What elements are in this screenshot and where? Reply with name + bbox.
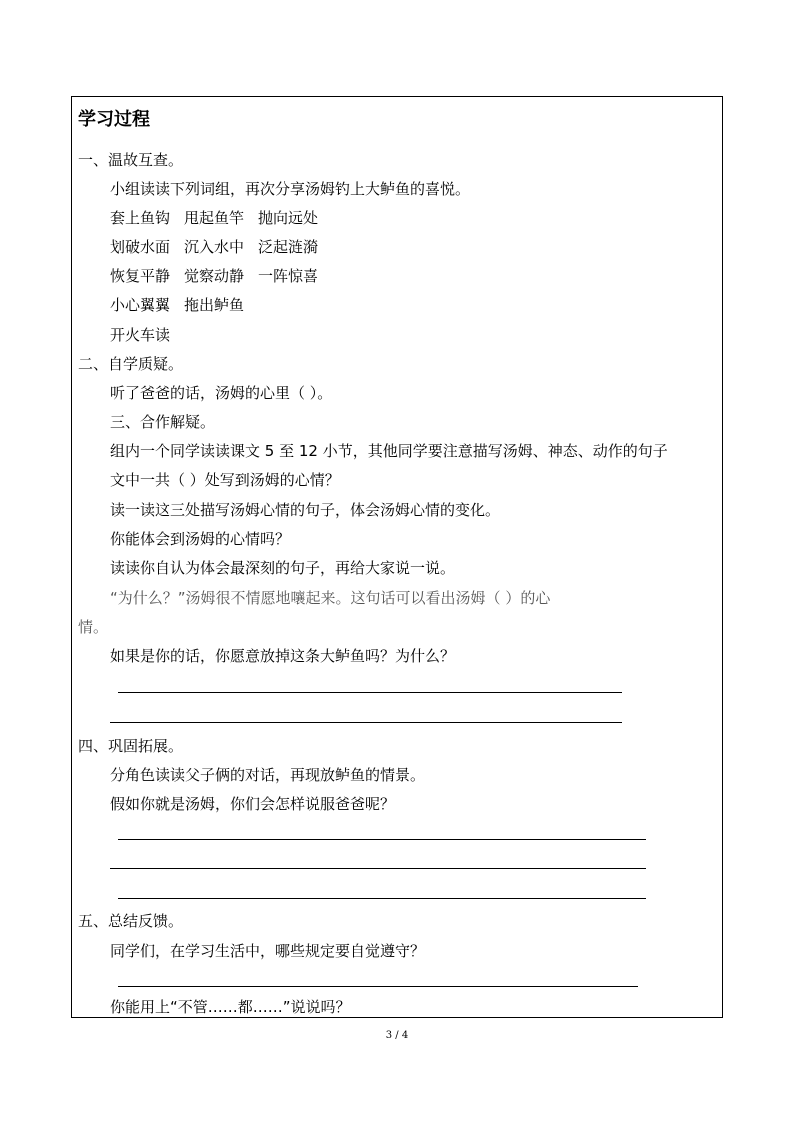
answer-line[interactable] (118, 692, 622, 693)
section3-paragraph: 组内一个同学读读课文 5 至 12 小节，其他同学要注意描写汤姆、神态、动作的句子 (110, 442, 668, 460)
section3-quote: “为什么？”汤姆很不情愿地嚷起来。这句话可以看出汤姆（ ）的心 (110, 589, 551, 607)
section1-note: 开火车读 (110, 326, 171, 344)
answer-line[interactable] (118, 839, 646, 840)
section3-paragraph: 文中一共（ ）处写到汤姆的心情？ (110, 471, 340, 489)
phrase: 觉察动静 (184, 267, 245, 285)
phrase-row-3 (110, 266, 332, 286)
answer-line[interactable] (110, 722, 622, 723)
phrase: 泛起涟漪 (258, 238, 319, 256)
section3-paragraph: 读一读这三处描写汤姆心情的句子，体会汤姆心情的变化。 (110, 501, 501, 519)
phrase: 恢复平静 (110, 267, 171, 285)
phrase-row-2 (110, 237, 332, 257)
section1-intro: 小组读读下列词组，再次分享汤姆钓上大鲈鱼的喜悦。 (110, 180, 471, 198)
phrase: 划破水面 (110, 238, 171, 256)
answer-line[interactable] (110, 868, 646, 869)
section3-paragraph: 你能体会到汤姆的心情吗？ (110, 530, 291, 548)
phrase: 小心翼翼 (110, 296, 171, 314)
phrase: 甩起鱼竿 (184, 209, 245, 227)
answer-line[interactable] (118, 986, 638, 987)
section3-question: 如果是你的话，你愿意放掉这条大鲈鱼吗？为什么？ (110, 647, 456, 665)
section2-heading: 二、自学质疑。 (78, 355, 184, 373)
page-number: 3 / 4 (385, 1030, 409, 1041)
section5-question: 你能用上“不管……都……”说说吗？ (110, 998, 351, 1016)
section1-heading: 一、温故互查。 (78, 151, 184, 169)
section4-heading: 四、巩固拓展。 (78, 737, 184, 755)
phrase: 一阵惊喜 (258, 267, 319, 285)
section3-heading: 三、合作解疑。 (110, 413, 216, 431)
section5-heading: 五、总结反馈。 (78, 912, 184, 930)
content-frame (71, 96, 723, 1018)
section3-quote-cont: 情。 (78, 618, 109, 636)
phrase: 拖出鲈鱼 (184, 296, 245, 314)
section4-question: 假如你就是汤姆，你们会怎样说服爸爸呢？ (110, 795, 396, 813)
section3-paragraph: 读读你自认为体会最深刻的句子，再给大家说一说。 (110, 559, 456, 577)
phrase: 套上鱼钩 (110, 209, 171, 227)
page-title: 学习过程 (78, 109, 150, 130)
phrase-row-4 (110, 295, 258, 315)
section5-question: 同学们，在学习生活中，哪些规定要自觉遵守？ (110, 942, 426, 960)
section2-question: 听了爸爸的话，汤姆的心里（ ）。 (110, 384, 333, 402)
phrase-row-1 (110, 208, 332, 228)
phrase: 抛向远处 (258, 209, 319, 227)
answer-line[interactable] (118, 898, 646, 899)
phrase: 沉入水中 (184, 238, 245, 256)
section4-paragraph: 分角色读读父子俩的对话，再现放鲈鱼的情景。 (110, 766, 426, 784)
